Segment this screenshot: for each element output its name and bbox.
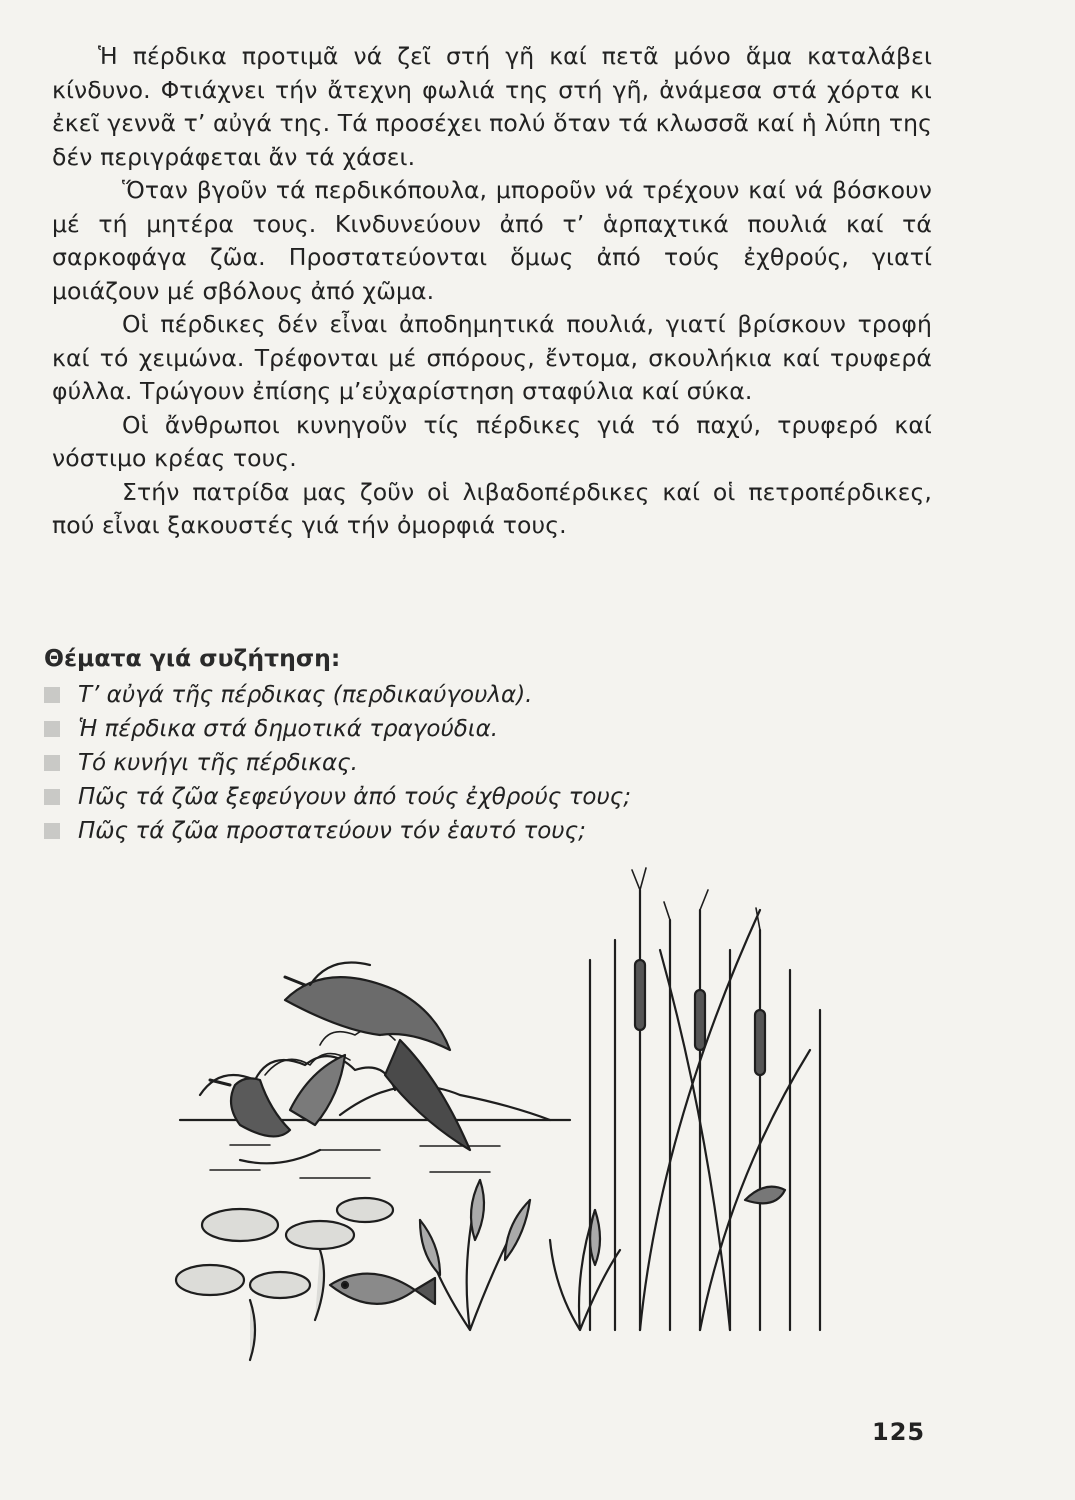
list-item xyxy=(44,814,804,848)
list-item xyxy=(44,746,804,780)
paragraph: Στήν πατρίδα μας ζοῦν οἱ λιβαδοπέρδικες καί οἱ πετροπέρδικες, πού εἶναι ξακουστές γιά τήν ὀμορφιά τους. xyxy=(52,477,932,539)
paragraph: Οἱ πέρδικες δέν εἶναι ἀποδημητικά πουλιά, γιατί βρίσκουν τροφή καί τό χειμώνα. Τρέφονται μέ σπόρους, ἔντομα, σκουλήκια καί τρυφερά φύλλα. Τρώγουν ἐπίσης μ’εὐχαρίστηση σταφύλια καί σύκα. xyxy=(52,310,932,405)
square-bullet-icon xyxy=(44,755,60,771)
list-item xyxy=(44,780,804,814)
fish-icon xyxy=(330,1274,435,1304)
list-item xyxy=(44,678,804,712)
square-bullet-icon xyxy=(44,789,60,805)
paragraph: Ἡ πέρδικα προτιμᾶ νά ζεῖ στή γῆ καί πετᾶ μόνο ἅμα καταλάβει κίνδυνο. Φτιάχνει τήν ἄτεχνη φωλιά της στή γῆ, ἀνάμεσα στά χόρτα κι ἐκεῖ γεννᾶ τ’ αὐγά της. Τά προσέχει πολύ ὅταν τά κλωσσᾶ καί ἡ λύπη της δέν περιγράφεται ἄν τά χάσει. xyxy=(52,42,932,171)
paragraph: Οἱ ἄνθρωποι κυνηγοῦν τίς πέρδικες γιά τό παχύ, τρυφερό καί νόστιμο κρέας τους. xyxy=(52,410,932,472)
square-bullet-icon xyxy=(44,687,60,703)
cloud-shape xyxy=(200,1056,395,1095)
discussion-topics xyxy=(44,644,804,848)
page-number: 125 xyxy=(872,1418,926,1446)
topic-text: Ἡ πέρδικα στά δημοτικά τραγούδια. xyxy=(78,716,499,742)
swimming-duck-icon xyxy=(210,1055,345,1163)
wetland-ducks-illustration xyxy=(170,860,970,1420)
topic-text: Πῶς τά ζῶα ξεφεύγουν ἀπό τούς ἐχθρούς τους; xyxy=(78,784,632,810)
reeds-icon xyxy=(590,868,820,1330)
topics-list xyxy=(44,678,804,848)
list-item xyxy=(44,712,804,746)
square-bullet-icon xyxy=(44,721,60,737)
topic-text: Τό κυνήγι τῆς πέρδικας. xyxy=(78,750,358,776)
square-bullet-icon xyxy=(44,823,60,839)
paragraph: Ὅταν βγοῦν τά περδικόπουλα, μποροῦν νά τρέχουν καί νά βόσκουν μέ τή μητέρα τους. Κινδυνεύουν ἀπό τ’ ἁρπαχτικά πουλιά καί τά σαρκοφάγα ζῶα. Προστατεύονται ὅμως ἀπό τούς ἐχθρούς, γιατί μοιάζουν μέ σβόλους ἀπό χῶμα. xyxy=(52,176,932,305)
body-text xyxy=(52,40,932,543)
topic-text: Τ’ αὐγά τῆς πέρδικας (περδικαύγουλα). xyxy=(78,682,533,708)
topics-heading: Θέματα γιά συζήτηση: xyxy=(44,644,341,672)
topic-text: Πῶς τά ζῶα προστατεύουν τόν ἑαυτό τους; xyxy=(78,818,586,844)
